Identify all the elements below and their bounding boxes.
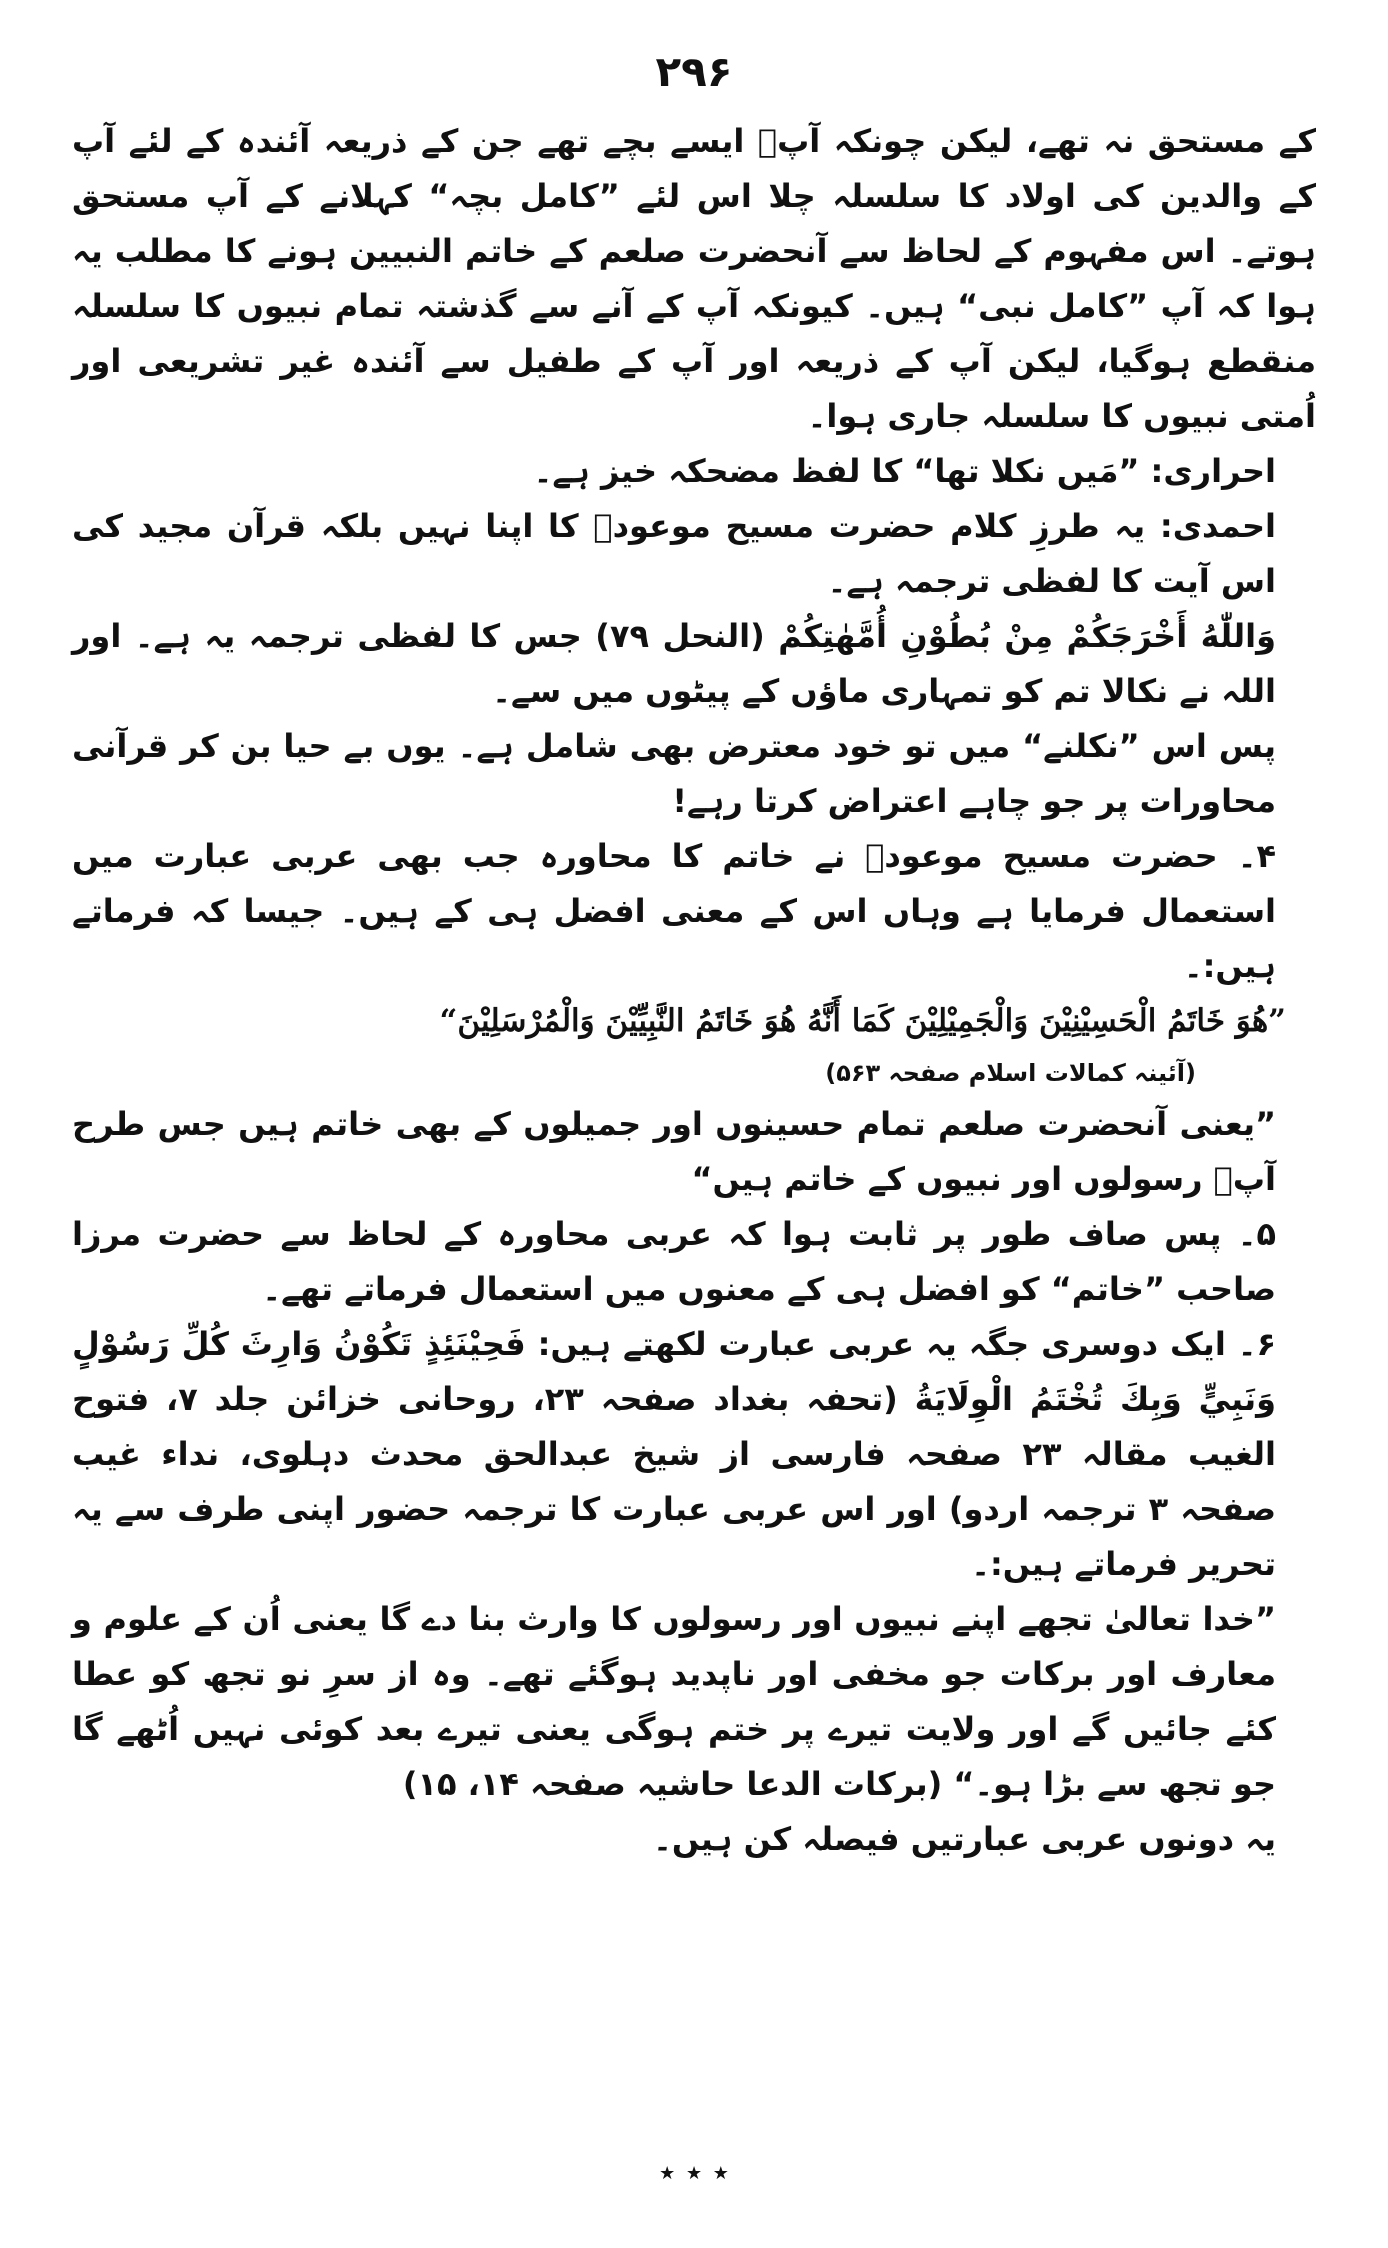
paragraph: ۵۔ پس صاف طور پر ثابت ہوا کہ عربی محاورہ کے لحاظ سے حضرت مرزا صاحب ”خاتم“ کو افضل ہی کے معنوں میں استعمال فرماتے تھے۔: [72, 1215, 1276, 1308]
body-text: [72, 114, 1316, 1867]
arabic-quote: ”هُوَ خَاتَمُ الْحَسِيْنِيْنَ وَالْجَمِيْلِيْنَ كَمَا أَنَّهُ هُوَ خَاتَمُ النَّبِيِّيْنَ وَالْمُرْسَلِيْنَ“: [439, 1003, 1286, 1039]
translation-quote: ”یعنی آنحضرت صلعم تمام حسینوں اور جمیلوں کے بھی خاتم ہیں جس طرح آپؐ رسولوں اور نبیوں کے خاتم ہیں“: [72, 1105, 1276, 1198]
page-number: ۲۹۶: [655, 47, 733, 96]
paragraph: پس اس ”نکلنے“ میں تو خود معترض بھی شامل ہے۔ یوں بے حیا بن کر قرآنی محاورات پر جو چاہے اعتراض کرتا رہے!: [72, 727, 1276, 820]
paragraph: احراری: ”مَیں نکلا تھا“ کا لفظ مضحکہ خیز ہے۔: [533, 452, 1276, 490]
section-end-mark: ٭ ٭ ٭: [659, 2155, 729, 2190]
citation: (آئینہ کمالات اسلام صفحہ ۵۶۳): [825, 1059, 1196, 1087]
paragraph: کے مستحق نہ تھے، لیکن چونکہ آپؐ ایسے بچے تھے جن کے ذریعہ آئندہ کے لئے آپ کے والدین کی اولاد کا سلسلہ چلا اس لئے ”کامل بچہ“ کہلانے کے آپ مستحق ہوتے۔ اس مفہوم کے لحاظ سے آنحضرت صلعم کے خاتم النبیین ہونے کا مطلب یہ ہوا کہ آپ ”کامل نبی“ ہیں۔ کیونکہ آپ کے آنے سے گذشتہ تمام نبیوں کا سلسلہ منقطع ہوگیا، لیکن آپ کے ذریعہ اور آپ کے طفیل سے آئندہ غیر تشریعی اور اُمتی نبیوں کا سلسلہ جاری ہوا۔: [72, 122, 1317, 435]
quranic-verse-paragraph: وَاللّٰهُ أَخْرَجَكُمْ مِنْ بُطُوْنِ أُمَّهٰتِكُمْ (النحل ۷۹) جس کا لفظی ترجمہ یہ ہے۔ اور اللہ نے نکالا تم کو تمہاری ماؤں کے پیٹوں میں سے۔: [72, 617, 1277, 710]
paragraph: ۴۔ حضرت مسیح موعودؑ نے خاتم کا محاورہ جب بھی عربی عبارت میں استعمال فرمایا ہے وہاں اس کے معنی افضل ہی کے ہیں۔ جیسا کہ فرماتے ہیں:۔: [72, 837, 1276, 985]
translation-quote: ”خدا تعالیٰ تجھے اپنے نبیوں اور رسولوں کا وارث بنا دے گا یعنی اُن کے علوم و معارف اور برکات جو مخفی اور ناپدید ہوگئے تھے۔ وہ از سرِ نو تجھ کو عطا کئے جائیں گے اور ولایت تیرے پر ختم ہوگی یعنی تیرے بعد کوئی نہیں اُٹھے گا جو تجھ سے بڑا ہو۔“ (برکات الدعا حاشیہ صفحہ ۱۴، ۱۵): [72, 1600, 1276, 1803]
paragraph: احمدی: یہ طرزِ کلام حضرت مسیح موعودؑ کا اپنا نہیں بلکہ قرآن مجید کی اس آیت کا لفظی ترجمہ ہے۔: [72, 507, 1276, 600]
paragraph: یہ دونوں عربی عبارتیں فیصلہ کن ہیں۔: [653, 1820, 1276, 1858]
paragraph: ۶۔ ایک دوسری جگہ یہ عربی عبارت لکھتے ہیں: فَحِيْنَئِذٍ تَكُوْنُ وَارِثَ كُلِّ رَسُوْلٍ وَنَبِيٍّ وَبِكَ تُخْتَمُ الْوِلَايَةُ (تحفہ بغداد صفحہ ۲۳، روحانی خزائن جلد ۷، فتوح الغیب مقالہ ۲۳ صفحہ فارسی از شیخ عبدالحق محدث دہلوی، نداء غیب صفحہ ۳ ترجمہ اردو) اور اس عربی عبارت کا ترجمہ حضور اپنی طرف سے یہ تحریر فرماتے ہیں:۔: [72, 1325, 1277, 1583]
